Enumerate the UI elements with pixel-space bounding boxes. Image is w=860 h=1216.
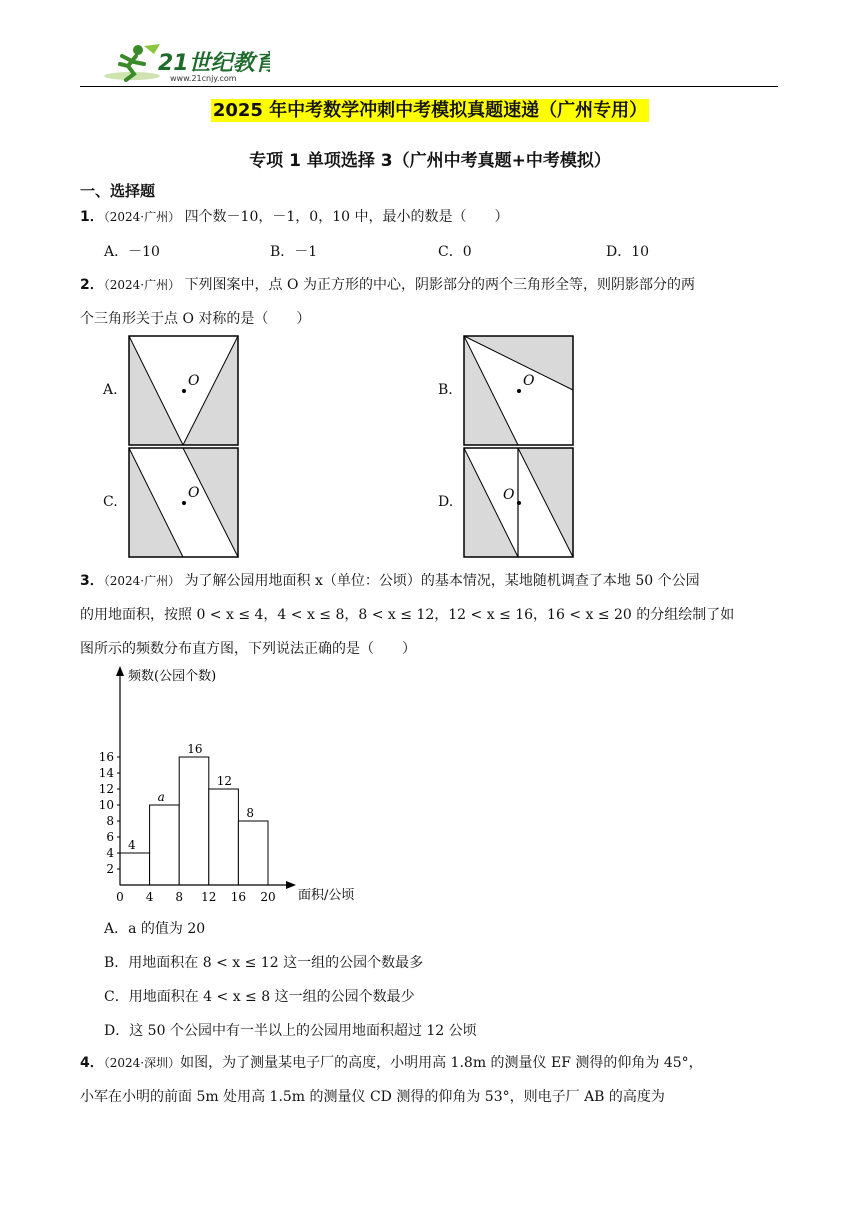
q3-source: （2024·广州）: [103, 574, 181, 588]
runner-icon: [104, 44, 160, 80]
q4-source: （2024·深圳）: [103, 1056, 181, 1070]
bar-label: 4: [128, 838, 136, 852]
page-title-text: 2025 年中考数学冲刺中考模拟真题速递（广州专用）: [212, 100, 648, 121]
x-axis-arrow: [286, 881, 296, 889]
q4-line1: 如图，为了测量某电子厂的高度，小明用高 1.8m 的测量仪 EF 测得的仰角为 45°，: [180, 1055, 703, 1071]
header-rule: [80, 86, 778, 87]
q1-source: （2024·广州）: [103, 210, 181, 224]
q2-label-c: C.: [103, 494, 118, 510]
x-tick-label: 20: [260, 890, 276, 904]
q2-figure-c: [128, 447, 240, 559]
q2-number: 2．: [80, 277, 104, 293]
svg-text:O: O: [503, 487, 515, 503]
q3-option-d: D．这 50 个公园中有一半以上的公园用地面积超过 12 公顷: [104, 1023, 477, 1039]
q3-option-c: C．用地面积在 4 < x ≤ 8 这一组的公园个数最少: [104, 989, 415, 1005]
x-tick-label: 16: [230, 890, 247, 904]
x-tick-label: 8: [175, 890, 184, 904]
x-axis-label: 面积/公顷: [298, 888, 355, 903]
logo-text: 21世纪教育: [158, 51, 270, 76]
q4-number: 4．: [80, 1055, 104, 1071]
page-title: [0, 96, 860, 122]
x-tick-label: 4: [145, 890, 154, 904]
y-tick-label: 8: [106, 814, 114, 828]
histogram-bar: [209, 789, 239, 885]
svg-text:O: O: [188, 485, 200, 501]
q2-line2: 个三角形关于点 O 对称的是（ ）: [80, 311, 311, 327]
q2-line1: 下列图案中，点 O 为正方形的中心，阴影部分的两个三角形全等，则阴影部分的两: [184, 277, 695, 293]
question-3: [80, 564, 780, 666]
q1-option-a: A．－10: [104, 244, 160, 260]
q1-option-c: C．0: [438, 244, 472, 260]
q1-text: 四个数－10，－1，0，10 中，最小的数是（ ）: [184, 209, 509, 225]
q2-figure-b: [463, 335, 575, 447]
page-subtitle: 专项 1 单项选择 3（广州中考真题+中考模拟）: [249, 151, 611, 171]
q3-line3: 图所示的频数分布直方图，下列说法正确的是（ ）: [80, 641, 416, 657]
y-tick-label: 10: [98, 798, 114, 812]
svg-text:O: O: [188, 373, 200, 389]
histogram-bar: [238, 821, 268, 885]
question-2: [80, 268, 780, 336]
q4-line2: 小军在小明的前面 5m 处用高 1.5m 的测量仪 CD 测得的仰角为 53°，则电子厂 AB 的高度为: [80, 1089, 665, 1105]
histogram-chart: [90, 660, 370, 910]
q2-label-b: B.: [438, 382, 453, 398]
svg-text:O: O: [523, 373, 535, 389]
histogram-bar: [179, 757, 209, 885]
q3-number: 3．: [80, 573, 104, 589]
q1-number: 1．: [80, 209, 104, 225]
histogram-bar: [150, 805, 180, 885]
x-tick-label: 12: [201, 890, 217, 904]
bar-label: a: [157, 790, 165, 804]
histogram-bar: [120, 853, 150, 885]
q1-option-b: B．－1: [270, 244, 318, 260]
q2-label-a: A.: [103, 382, 118, 398]
y-tick-label: 2: [106, 862, 114, 876]
q3-option-a: A．a 的值为 20: [104, 921, 206, 937]
q3-line1: 为了解公园用地面积 x（单位：公顷）的基本情况，某地随机调查了本地 50 个公园: [184, 573, 700, 589]
y-tick-label: 6: [106, 830, 114, 844]
q2-source: （2024·广州）: [103, 278, 181, 292]
question-1: [80, 200, 780, 234]
q2-figure-a: [128, 335, 240, 447]
x-tick-label: 0: [116, 890, 124, 904]
section-heading: 一、选择题: [80, 182, 156, 200]
q2-label-d: D.: [438, 494, 454, 510]
y-tick-label: 16: [98, 750, 114, 764]
question-4: [80, 1046, 780, 1114]
logo: [100, 40, 270, 84]
y-axis-arrow: [116, 666, 124, 676]
y-tick-label: 12: [98, 782, 114, 796]
bar-label: 8: [246, 806, 255, 820]
logo-subtext: www.21cnjy.com: [170, 74, 237, 83]
q3-line2: 的用地面积，按照 0 < x ≤ 4，4 < x ≤ 8，8 < x ≤ 12，12 < x ≤ 16，16 < x ≤ 20 的分组绘制了如: [80, 607, 735, 623]
q1-option-d: D．10: [606, 244, 650, 260]
y-tick-label: 14: [98, 766, 114, 780]
bar-label: 16: [187, 742, 203, 756]
q2-figure-d: [463, 447, 575, 559]
y-axis-label: 频数(公园个数): [128, 669, 217, 684]
bar-label: 12: [216, 774, 233, 788]
y-tick-label: 4: [106, 846, 114, 860]
q3-option-b: B．用地面积在 8 < x ≤ 12 这一组的公园个数最多: [104, 955, 424, 971]
